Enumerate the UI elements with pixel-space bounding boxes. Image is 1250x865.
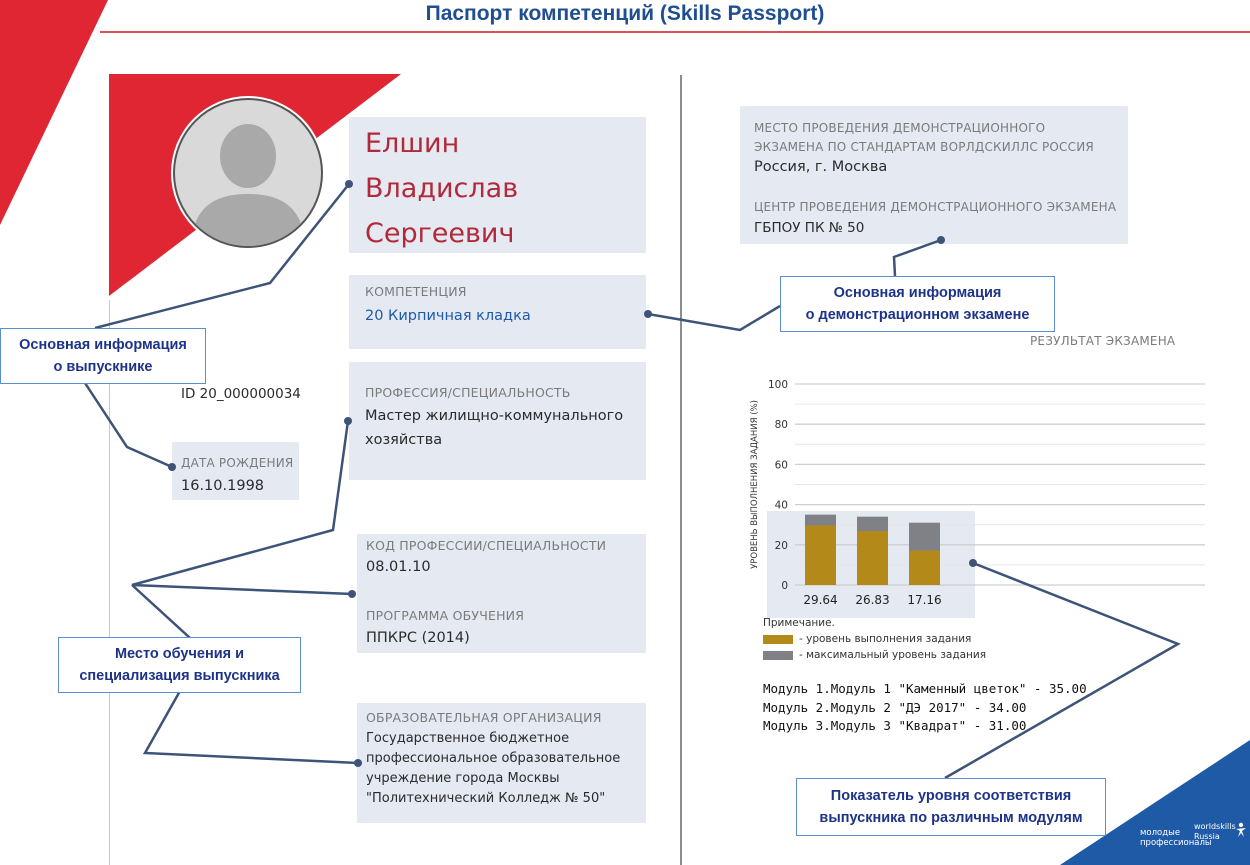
callout-study-place-line1: Место обучения и [114,646,245,662]
organization-line-3: учреждение города Москвы [366,771,560,786]
y-tick-label-40: 40 [774,499,788,512]
birthdate-panel [172,442,299,500]
exam-place-label-1: МЕСТО ПРОВЕДЕНИЯ ДЕМОНСТРАЦИОННОГО [754,121,1046,135]
program-label: ПРОГРАММА ОБУЧЕНИЯ [366,608,525,623]
module-item-1: Модуль 1.Модуль 1 "Каменный цветок" - 35.00 [763,681,1087,696]
organization-panel [357,703,646,823]
organization-label: ОБРАЗОВАТЕЛЬНАЯ ОРГАНИЗАЦИЯ [366,710,602,725]
module-item-2: Модуль 2.Модуль 2 "ДЭ 2017" - 34.00 [763,699,1027,715]
profession-line-2: хозяйства [365,432,443,448]
left-margin-line [109,300,110,865]
y-tick-label-60: 60 [774,459,788,472]
y-axis-label: УРОВЕНЬ ВЫПОЛНЕНИЯ ЗАДАНИЯ (%) [750,400,760,569]
callout-study-place [58,637,301,693]
callout-module-level [796,778,1106,836]
profession-line-1: Мастер жилищно-коммунального [365,408,624,424]
exam-place-label-2: ЭКЗАМЕНА ПО СТАНДАРТАМ ВОРЛДСКИЛЛС РОССИЯ [754,140,1094,154]
connector-exam-panel [894,240,941,276]
avatar-frame [171,96,325,250]
module-list [763,680,1087,736]
legend-achieved-text: - уровень выполнения задания [799,633,972,645]
bar-achieved-1 [805,525,836,585]
code-label: КОД ПРОФЕССИИ/СПЕЦИАЛЬНОСТИ [366,538,607,553]
legend-achieved-swatch [763,635,793,644]
organization-line-4: "Политехнический Колледж № 50" [366,791,606,806]
connector-study-org2 [145,691,358,763]
callout-module-level-line2: выпускника по различным модулям [819,810,1083,826]
exam-result-label: РЕЗУЛЬТАТ ЭКЗАМЕНА [1030,334,1176,348]
exam-result-chart [740,370,1210,620]
competence-panel [349,275,646,349]
dot-code [348,590,356,598]
program-value: ППКРС (2014) [366,630,470,646]
callout-graduate-info-line1: Основная информация [19,337,187,353]
branding-line2: профессионалы [1140,838,1212,848]
callout-exam-info [780,276,1055,332]
corner-red-triangle [0,0,112,230]
y-tick-label-80: 80 [774,419,788,432]
callout-exam-info-line1: Основная информация [833,285,1002,301]
legend-max-text: - максимальный уровень задания [799,649,987,661]
bar-achieved-3 [909,551,940,585]
legend-achieved [763,631,986,647]
exam-info-panel [740,106,1128,244]
bar-value-label-3: 17.16 [907,593,942,607]
legend-max [763,647,986,663]
branding-country: Russia [1194,832,1220,841]
connector-exam-competence [648,306,780,330]
callout-module-level-line1: Показатель уровня соответствия [830,788,1072,804]
name-panel [349,117,646,253]
title-underline [100,31,1250,33]
name-line-surname: Елшин [365,128,460,159]
module-item-3: Модуль 3.Модуль 3 "Квадрат" - 31.00 [763,718,1027,733]
profession-panel [349,362,646,480]
competence-value: 20 Кирпичная кладка [365,308,531,324]
callout-study-place-line2: специализация выпускника [79,668,280,684]
callout-graduate-info-line2: о выпускнике [53,359,153,375]
connector-study-org [132,585,190,638]
birthdate-label: ДАТА РОЖДЕНИЯ [181,456,294,470]
organization-line-2: профессиональное образовательное [366,751,621,766]
y-tick-label-20: 20 [774,539,788,552]
connector-graduate-birth [85,383,172,467]
exam-center-label: ЦЕНТР ПРОВЕДЕНИЯ ДЕМОНСТРАЦИОННОГО ЭКЗАМЕНА [754,200,1117,214]
y-tick-label-100: 100 [767,379,788,391]
branding-brand-name: worldskills [1194,822,1236,831]
worldskills-figure-icon [1234,822,1248,838]
code-value: 08.01.10 [366,559,431,575]
branding-brand [1194,822,1236,842]
bar-value-label-1: 29.64 [803,593,838,607]
profession-label: ПРОФЕССИЯ/СПЕЦИАЛЬНОСТЬ [365,385,571,400]
page-title: Паспорт компетенций (Skills Passport) [425,2,825,25]
name-line-patronymic: Сергеевич [365,218,515,249]
chart-legend [763,617,986,663]
organization-line-1: Государственное бюджетное [366,731,570,746]
legend-max-swatch [763,651,793,660]
legend-note: Примечание. [763,617,835,629]
callout-exam-info-line2: о демонстрационном экзамене [805,307,1030,323]
graduate-id: ID 20_000000034 [181,386,301,402]
name-line-first: Владислав [365,173,519,204]
exam-place-value: Россия, г. Москва [754,159,888,175]
code-program-panel [357,534,646,653]
bar-value-label-2: 26.83 [855,593,890,607]
branding-line1: молодые [1140,828,1181,838]
avatar-placeholder-icon [171,96,325,250]
callout-graduate-info [0,328,206,384]
competence-label: КОМПЕТЕНЦИЯ [365,284,467,299]
exam-center-value: ГБПОУ ПК № 50 [754,220,865,236]
center-divider [680,75,682,865]
bar-achieved-2 [857,531,888,585]
y-tick-label-0: 0 [781,580,788,592]
birthdate-value: 16.10.1998 [181,478,265,494]
